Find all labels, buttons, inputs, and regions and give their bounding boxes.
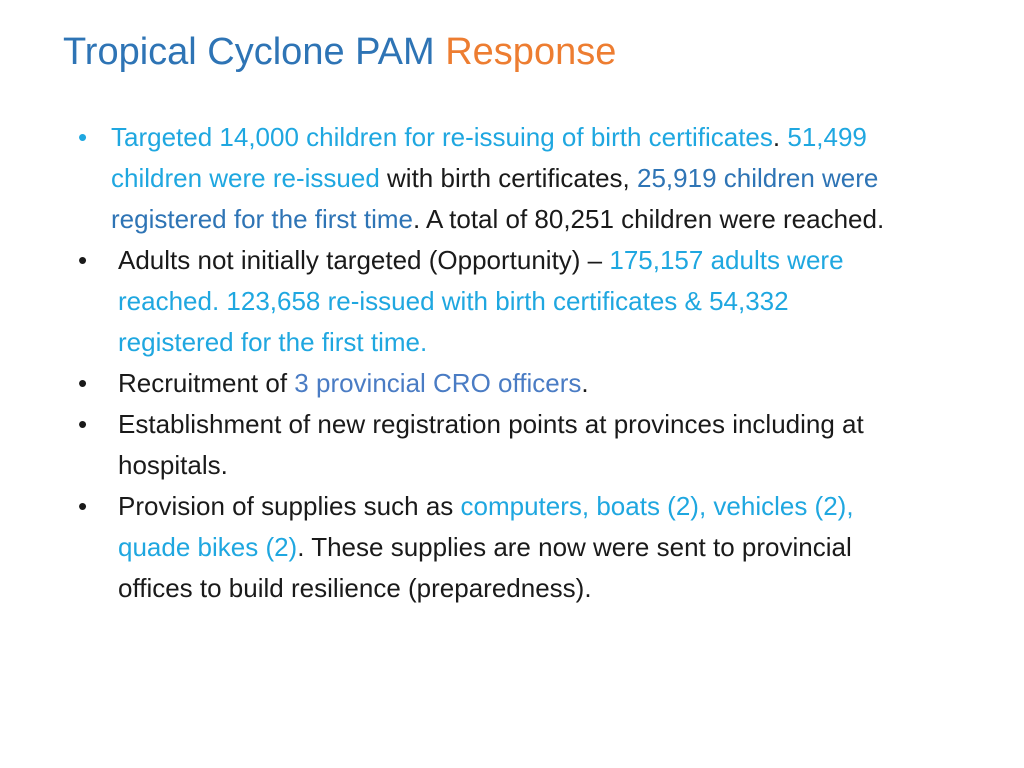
title-accent: Response (445, 31, 617, 73)
bullet-text: Recruitment of (118, 368, 295, 398)
bullet-text: . (581, 368, 589, 398)
bullet-text: Establishment of new registration points at provinces including at hospitals. (118, 409, 864, 480)
bullet-marker: • (78, 245, 88, 275)
bullet-text-highlight: 3 provincial CRO officers (294, 368, 582, 398)
bullet-item-registration-points (0, 404, 878, 486)
bullet-list (0, 117, 1024, 609)
bullet-item-birth-certificates (0, 117, 901, 240)
bullet-text: Adults not initially targeted (Opportunity) – (118, 245, 610, 275)
bullet-marker: • (78, 122, 88, 152)
bullet-text-highlight: Targeted 14,000 children for re-issuing of birth certificates (111, 122, 773, 152)
bullet-marker: • (78, 491, 88, 521)
bullet-text-highlight: 25,919 children were registered for the first time (111, 163, 879, 234)
bullet-item-supplies (0, 486, 878, 609)
bullet-text: with birth certificates, (379, 163, 637, 193)
bullet-marker: • (78, 368, 88, 398)
bullet-marker: • (78, 409, 88, 439)
bullet-text: . (772, 122, 788, 152)
bullet-text-highlight: computers, boats (2), vehicles (2), quade bikes (2) (118, 491, 854, 562)
slide-title (63, 26, 616, 78)
bullet-text-highlight: 175,157 adults were reached. 123,658 re-issued with birth certificates & 54,332 registered for the first time. (118, 245, 844, 357)
bullet-item-recruitment (0, 363, 878, 404)
bullet-text: . These supplies are now were sent to provincial offices to build resilience (preparedness). (118, 532, 852, 603)
bullet-text-highlight: 51,499 children were re-issued (111, 122, 867, 193)
bullet-text: Provision of supplies such as (118, 491, 461, 521)
title-main: Tropical Cyclone PAM (63, 31, 435, 73)
bullet-item-adults (0, 240, 878, 363)
bullet-text: . A total of 80,251 children were reached. (413, 204, 885, 234)
